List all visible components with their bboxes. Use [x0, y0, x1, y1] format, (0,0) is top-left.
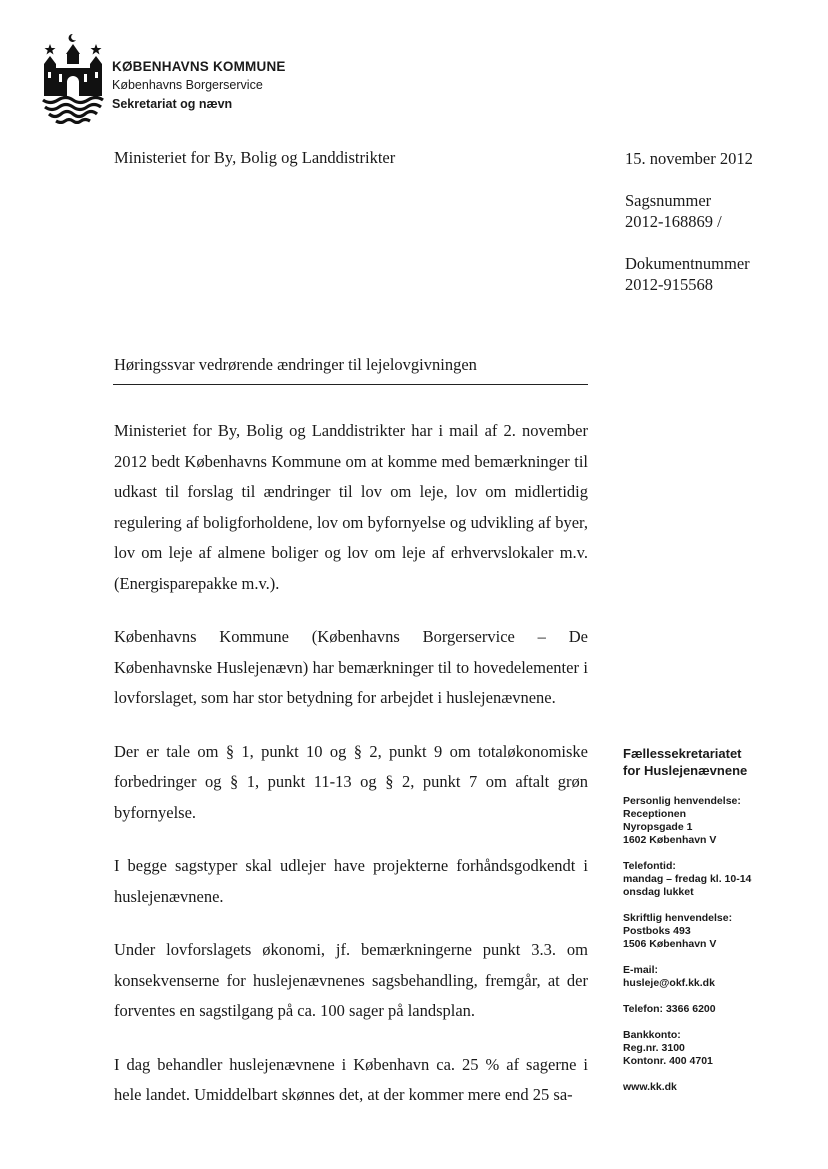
organization-block	[112, 57, 286, 114]
sidebar-title: Fællessekretariatet for Huslejenævnene	[623, 746, 748, 778]
body-paragraph: Københavns Kommune (Københavns Borgerservice – De Københavnske Huslejenævn) har bemærkninger til to hovedelementer i lovforslaget, som har stor betydning for arbejdet i huslejenævnene.	[114, 627, 588, 707]
case-number-label: Sagsnummer	[625, 191, 712, 210]
postal-address: Skriftlig henvendelse: Postboks 493 1506 København V	[623, 912, 733, 950]
organization-name: KØBENHAVNS KOMMUNE	[112, 59, 286, 74]
letter-date: 15. november 2012	[625, 149, 753, 168]
phone-number: Telefon: 3366 6200	[623, 1003, 716, 1015]
body-paragraph: I dag behandler huslejenævnene i København ca. 25 % af sagerne i hele landet. Umiddelbart skønnes det, at der kommer mere end 25 sa-	[114, 1054, 588, 1104]
email-contact: E-mail: husleje@okf.kk.dk	[623, 964, 813, 990]
bank-account: Bankkonto: Reg.nr. 3100 Kontonr. 400 4701	[623, 1029, 713, 1067]
subject-divider	[113, 384, 588, 385]
body-paragraph: Der er tale om § 1, punkt 10 og § 2, punkt 9 om totaløkonomiske forbedringer og § 1, punkt 11-13 og § 2, punkt 7 om aftalt grøn byfornyelse.	[114, 741, 588, 822]
document-meta	[625, 148, 753, 316]
body-paragraph: Ministeriet for By, Bolig og Landdistrikter har i mail af 2. november 2012 bedt Københavns Kommune om at komme med bemærkninger til udkast til forslag til ændringer til lov om leje, lov om midlertidig regulering af boligforholdene, lov om byfornyelse og udvikling af byer, lov om leje af almene boliger og lov om leje af erhvervslokaler m.v. (Energisparepakke m.v.).	[114, 421, 588, 593]
body-paragraph: Under lovforslagets økonomi, jf. bemærkningerne punkt 3.3. om konsekvenserne for huslejenævnenes sagsbehandling, fremgår, at der forventes en sagstilgang på ca. 100 sager på landsplan.	[114, 940, 588, 1020]
contact-sidebar	[623, 745, 813, 1107]
recipient: Ministeriet for By, Bolig og Landdistrikter	[114, 148, 396, 167]
website-link[interactable]: www.kk.dk	[623, 1081, 677, 1093]
phone-hours: Telefontid: mandag – fredag kl. 10-14 onsdag lukket	[623, 860, 752, 898]
unit-name: Sekretariat og nævn	[112, 97, 233, 111]
document-number-label: Dokumentnummer	[625, 254, 750, 273]
email-address[interactable]: husleje@okf.kk.dk	[623, 977, 715, 989]
document-number-block	[625, 253, 753, 295]
copenhagen-coat-of-arms-icon	[40, 32, 106, 124]
body-paragraph: I begge sagstyper skal udlejer have projekterne forhåndsgodkendt i huslejenævnene.	[114, 856, 588, 906]
case-number-block	[625, 190, 753, 232]
department-name: Københavns Borgerservice	[112, 78, 263, 92]
document-number: 2012-915568	[625, 275, 713, 294]
visit-address: Personlig henvendelse: Receptionen Nyropsgade 1 1602 København V	[623, 795, 741, 846]
letter-subject: Høringssvar vedrørende ændringer til lejelovgivningen	[114, 355, 477, 374]
letter-body	[114, 416, 588, 1134]
case-number: 2012-168869 /	[625, 212, 722, 231]
